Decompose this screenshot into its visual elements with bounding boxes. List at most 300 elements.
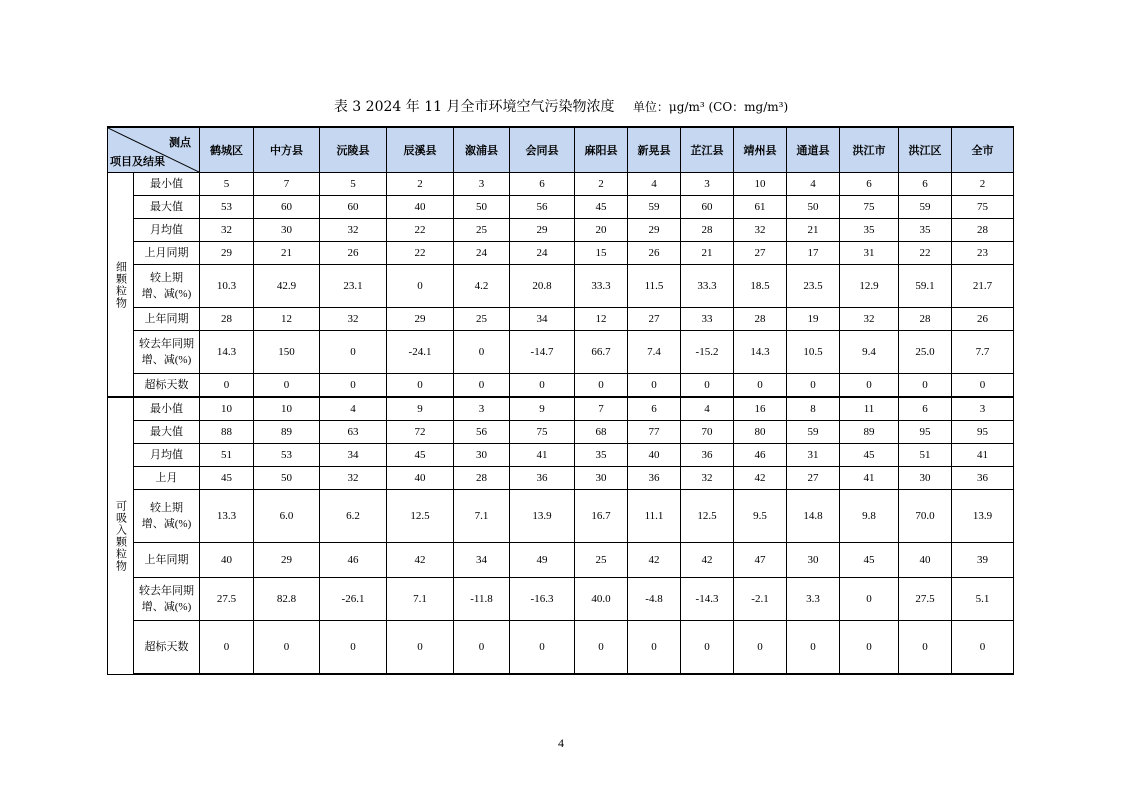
value-cell: 0	[387, 374, 454, 398]
value-cell: 27.5	[899, 578, 952, 621]
value-cell: 75	[840, 196, 899, 219]
value-cell: 41	[952, 444, 1014, 467]
value-cell: 42	[681, 543, 734, 578]
value-cell: 7.1	[454, 490, 510, 543]
value-cell: 0	[840, 578, 899, 621]
value-cell: 21.7	[952, 265, 1014, 308]
value-cell: 75	[510, 421, 575, 444]
value-cell: 28	[681, 219, 734, 242]
value-cell: 45	[840, 543, 899, 578]
value-cell: 7	[575, 397, 628, 421]
value-cell: 25	[575, 543, 628, 578]
station-header: 鹤城区	[200, 127, 254, 173]
value-cell: 0	[787, 621, 840, 675]
value-cell: 0	[320, 374, 387, 398]
table-row	[108, 490, 1014, 543]
table-corner-header	[108, 127, 200, 173]
value-cell: 21	[787, 219, 840, 242]
value-cell: 31	[840, 242, 899, 265]
value-cell: 40	[387, 467, 454, 490]
value-cell: 32	[320, 467, 387, 490]
value-cell: 23.1	[320, 265, 387, 308]
value-cell: 41	[840, 467, 899, 490]
value-cell: 46	[320, 543, 387, 578]
value-cell: 77	[628, 421, 681, 444]
item-label	[134, 543, 200, 578]
item-label-line: 最小值	[150, 178, 183, 190]
value-cell: 88	[200, 421, 254, 444]
table-row	[108, 173, 1014, 196]
value-cell: 32	[320, 308, 387, 331]
value-cell: 30	[254, 219, 320, 242]
value-cell: 12.9	[840, 265, 899, 308]
station-header: 新晃县	[628, 127, 681, 173]
value-cell: 31	[787, 444, 840, 467]
value-cell: -24.1	[387, 331, 454, 374]
value-cell: 47	[734, 543, 787, 578]
value-cell: 32	[734, 219, 787, 242]
value-cell: 59	[787, 421, 840, 444]
value-cell: -16.3	[510, 578, 575, 621]
value-cell: 60	[254, 196, 320, 219]
value-cell: 27	[628, 308, 681, 331]
page-number: 4	[558, 736, 564, 750]
value-cell: 35	[840, 219, 899, 242]
value-cell: 0	[254, 621, 320, 675]
value-cell: 3	[454, 173, 510, 196]
value-cell: 7.7	[952, 331, 1014, 374]
item-label-line: 较去年同期	[139, 338, 194, 350]
value-cell: 3	[454, 397, 510, 421]
value-cell: 51	[899, 444, 952, 467]
value-cell: 40	[387, 196, 454, 219]
value-cell: 50	[787, 196, 840, 219]
value-cell: 0	[387, 265, 454, 308]
value-cell: 27.5	[200, 578, 254, 621]
value-cell: 14.3	[200, 331, 254, 374]
value-cell: 34	[320, 444, 387, 467]
value-cell: 26	[628, 242, 681, 265]
value-cell: 0	[628, 374, 681, 398]
value-cell: 6	[840, 173, 899, 196]
table-row	[108, 196, 1014, 219]
item-label	[134, 421, 200, 444]
item-label-line: 较上期	[150, 272, 183, 284]
item-label-line: 增、减(%)	[141, 288, 192, 300]
value-cell: 12	[575, 308, 628, 331]
value-cell: 53	[254, 444, 320, 467]
value-cell: 0	[787, 374, 840, 398]
value-cell: 42	[628, 543, 681, 578]
item-label	[134, 242, 200, 265]
value-cell: 3	[681, 173, 734, 196]
value-cell: 12.5	[387, 490, 454, 543]
value-cell: 95	[899, 421, 952, 444]
value-cell: 6	[899, 397, 952, 421]
value-cell: 28	[734, 308, 787, 331]
value-cell: 6	[628, 397, 681, 421]
value-cell: 0	[510, 621, 575, 675]
value-cell: 16	[734, 397, 787, 421]
item-label-line: 上月	[155, 472, 178, 484]
value-cell: 14.8	[787, 490, 840, 543]
value-cell: 7.1	[387, 578, 454, 621]
value-cell: 0	[575, 374, 628, 398]
value-cell: 36	[510, 467, 575, 490]
value-cell: 72	[387, 421, 454, 444]
value-cell: 66.7	[575, 331, 628, 374]
value-cell: 8	[787, 397, 840, 421]
value-cell: 35	[575, 444, 628, 467]
value-cell: 0	[840, 621, 899, 675]
table-row	[108, 308, 1014, 331]
value-cell: 30	[899, 467, 952, 490]
value-cell: 70.0	[899, 490, 952, 543]
table-row	[108, 219, 1014, 242]
value-cell: 40	[899, 543, 952, 578]
value-cell: 45	[575, 196, 628, 219]
value-cell: 22	[387, 219, 454, 242]
value-cell: 22	[899, 242, 952, 265]
item-label-line: 最大值	[150, 426, 183, 438]
value-cell: 2	[952, 173, 1014, 196]
value-cell: 32	[320, 219, 387, 242]
value-cell: 15	[575, 242, 628, 265]
value-cell: 40	[200, 543, 254, 578]
value-cell: 7	[254, 173, 320, 196]
value-cell: 0	[320, 331, 387, 374]
value-cell: 68	[575, 421, 628, 444]
item-label	[134, 196, 200, 219]
value-cell: 5	[320, 173, 387, 196]
value-cell: 17	[787, 242, 840, 265]
value-cell: 26	[952, 308, 1014, 331]
table-row	[108, 621, 1014, 675]
value-cell: 0	[628, 621, 681, 675]
value-cell: 59.1	[899, 265, 952, 308]
value-cell: 0	[254, 374, 320, 398]
value-cell: 4.2	[454, 265, 510, 308]
station-header: 麻阳县	[575, 127, 628, 173]
value-cell: 36	[628, 467, 681, 490]
value-cell: 14.3	[734, 331, 787, 374]
value-cell: 42	[387, 543, 454, 578]
value-cell: 11.5	[628, 265, 681, 308]
item-label-line: 月均值	[150, 224, 183, 236]
value-cell: 35	[899, 219, 952, 242]
value-cell: 24	[510, 242, 575, 265]
value-cell: 0	[200, 621, 254, 675]
value-cell: 0	[952, 621, 1014, 675]
value-cell: 28	[200, 308, 254, 331]
value-cell: 16.7	[575, 490, 628, 543]
value-cell: 45	[840, 444, 899, 467]
value-cell: 41	[510, 444, 575, 467]
value-cell: 25	[454, 219, 510, 242]
value-cell: 0	[734, 621, 787, 675]
item-label-line: 较上期	[150, 502, 183, 514]
value-cell: 30	[575, 467, 628, 490]
value-cell: 29	[628, 219, 681, 242]
station-header: 洪江区	[899, 127, 952, 173]
value-cell: 80	[734, 421, 787, 444]
item-label-line: 增、减(%)	[141, 601, 192, 613]
value-cell: 0	[952, 374, 1014, 398]
value-cell: 50	[454, 196, 510, 219]
item-label	[134, 219, 200, 242]
item-label-line: 最大值	[150, 201, 183, 213]
value-cell: 26	[320, 242, 387, 265]
value-cell: 0	[454, 374, 510, 398]
table-row	[108, 467, 1014, 490]
value-cell: 23	[952, 242, 1014, 265]
value-cell: 89	[840, 421, 899, 444]
group-label: 细颗粒物	[108, 173, 134, 398]
value-cell: 45	[387, 444, 454, 467]
pollutant-table	[107, 126, 1014, 675]
item-label	[134, 397, 200, 421]
value-cell: 29	[254, 543, 320, 578]
value-cell: 25.0	[899, 331, 952, 374]
value-cell: 75	[952, 196, 1014, 219]
corner-label-station: 测点	[169, 137, 191, 149]
value-cell: 0	[320, 621, 387, 675]
corner-label-item: 项目及结果	[110, 156, 165, 168]
item-label-line: 增、减(%)	[141, 518, 192, 530]
value-cell: 20	[575, 219, 628, 242]
value-cell: 33.3	[575, 265, 628, 308]
value-cell: 18.5	[734, 265, 787, 308]
item-label	[134, 578, 200, 621]
value-cell: 10.3	[200, 265, 254, 308]
value-cell: 6	[510, 173, 575, 196]
table-title-main: 表 3 2024 年 11 月全市环境空气污染物浓度	[333, 99, 615, 115]
value-cell: 36	[952, 467, 1014, 490]
item-label	[134, 308, 200, 331]
item-label	[134, 467, 200, 490]
item-label-line: 上年同期	[144, 313, 189, 325]
item-label-line: 超标天数	[144, 379, 189, 391]
value-cell: 61	[734, 196, 787, 219]
value-cell: 25	[454, 308, 510, 331]
item-label-line: 上年同期	[144, 554, 189, 566]
table-row	[108, 578, 1014, 621]
item-label	[134, 444, 200, 467]
value-cell: 10	[200, 397, 254, 421]
value-cell: 56	[454, 421, 510, 444]
value-cell: 0	[454, 331, 510, 374]
value-cell: 13.9	[510, 490, 575, 543]
value-cell: 33	[681, 308, 734, 331]
value-cell: 20.8	[510, 265, 575, 308]
value-cell: 30	[787, 543, 840, 578]
value-cell: 23.5	[787, 265, 840, 308]
station-header: 溆浦县	[454, 127, 510, 173]
value-cell: 49	[510, 543, 575, 578]
value-cell: 36	[681, 444, 734, 467]
value-cell: 0	[899, 621, 952, 675]
value-cell: 34	[454, 543, 510, 578]
table-row	[108, 543, 1014, 578]
item-label-line: 增、减(%)	[141, 354, 192, 366]
item-label-line: 月均值	[150, 449, 183, 461]
item-label	[134, 490, 200, 543]
value-cell: 7.4	[628, 331, 681, 374]
station-header: 辰溪县	[387, 127, 454, 173]
value-cell: 27	[734, 242, 787, 265]
value-cell: 82.8	[254, 578, 320, 621]
item-label-line: 较去年同期	[139, 585, 194, 597]
station-header: 会同县	[510, 127, 575, 173]
value-cell: 32	[200, 219, 254, 242]
value-cell: 9	[387, 397, 454, 421]
station-header: 洪江市	[840, 127, 899, 173]
value-cell: 12.5	[681, 490, 734, 543]
value-cell: 28	[952, 219, 1014, 242]
value-cell: 0	[575, 621, 628, 675]
value-cell: 50	[254, 467, 320, 490]
value-cell: 40	[628, 444, 681, 467]
value-cell: 51	[200, 444, 254, 467]
table-header-row	[108, 127, 1014, 173]
value-cell: 0	[899, 374, 952, 398]
value-cell: 9	[510, 397, 575, 421]
value-cell: 27	[787, 467, 840, 490]
value-cell: 5	[200, 173, 254, 196]
value-cell: 70	[681, 421, 734, 444]
value-cell: 46	[734, 444, 787, 467]
value-cell: -14.3	[681, 578, 734, 621]
value-cell: 45	[200, 467, 254, 490]
value-cell: 0	[840, 374, 899, 398]
value-cell: 11.1	[628, 490, 681, 543]
value-cell: 6	[899, 173, 952, 196]
table-unit: 单位：μg/m³ (CO：mg/m³)	[632, 100, 789, 114]
item-label-line: 最小值	[150, 403, 183, 415]
value-cell: 42.9	[254, 265, 320, 308]
value-cell: 10	[734, 173, 787, 196]
value-cell: 9.5	[734, 490, 787, 543]
value-cell: 0	[681, 621, 734, 675]
table-row	[108, 331, 1014, 374]
item-label-line: 上月同期	[144, 247, 189, 259]
table-title	[0, 96, 1122, 116]
value-cell: 22	[387, 242, 454, 265]
value-cell: 5.1	[952, 578, 1014, 621]
value-cell: -11.8	[454, 578, 510, 621]
value-cell: 34	[510, 308, 575, 331]
value-cell: 40.0	[575, 578, 628, 621]
value-cell: 6.2	[320, 490, 387, 543]
value-cell: 29	[510, 219, 575, 242]
item-label	[134, 265, 200, 308]
value-cell: -4.8	[628, 578, 681, 621]
value-cell: 60	[320, 196, 387, 219]
station-header: 全市	[952, 127, 1014, 173]
value-cell: 0	[454, 621, 510, 675]
value-cell: 53	[200, 196, 254, 219]
value-cell: 33.3	[681, 265, 734, 308]
value-cell: 0	[734, 374, 787, 398]
section-pm25	[108, 173, 1014, 398]
section-pm10	[108, 397, 1014, 674]
value-cell: 32	[840, 308, 899, 331]
table-row	[108, 444, 1014, 467]
value-cell: 21	[254, 242, 320, 265]
station-header: 中方县	[254, 127, 320, 173]
value-cell: 3	[952, 397, 1014, 421]
value-cell: 29	[200, 242, 254, 265]
value-cell: -2.1	[734, 578, 787, 621]
table-row	[108, 265, 1014, 308]
value-cell: 4	[787, 173, 840, 196]
value-cell: 60	[681, 196, 734, 219]
table-row	[108, 242, 1014, 265]
value-cell: 39	[952, 543, 1014, 578]
value-cell: 12	[254, 308, 320, 331]
value-cell: 9.4	[840, 331, 899, 374]
value-cell: 0	[387, 621, 454, 675]
value-cell: -14.7	[510, 331, 575, 374]
item-label	[134, 621, 200, 675]
value-cell: 6.0	[254, 490, 320, 543]
group-label: 可吸入颗粒物	[108, 397, 134, 674]
value-cell: 42	[734, 467, 787, 490]
value-cell: 4	[628, 173, 681, 196]
value-cell: 0	[510, 374, 575, 398]
station-header: 沅陵县	[320, 127, 387, 173]
value-cell: 10	[254, 397, 320, 421]
value-cell: 10.5	[787, 331, 840, 374]
value-cell: 3.3	[787, 578, 840, 621]
value-cell: 59	[628, 196, 681, 219]
value-cell: 13.3	[200, 490, 254, 543]
value-cell: 21	[681, 242, 734, 265]
value-cell: 13.9	[952, 490, 1014, 543]
table-row	[108, 397, 1014, 421]
item-label	[134, 374, 200, 398]
table-row	[108, 374, 1014, 398]
value-cell: 28	[454, 467, 510, 490]
value-cell: 28	[899, 308, 952, 331]
station-header: 靖州县	[734, 127, 787, 173]
value-cell: 0	[681, 374, 734, 398]
value-cell: 11	[840, 397, 899, 421]
value-cell: 19	[787, 308, 840, 331]
value-cell: 29	[387, 308, 454, 331]
item-label	[134, 331, 200, 374]
value-cell: 59	[899, 196, 952, 219]
table-row	[108, 421, 1014, 444]
value-cell: 9.8	[840, 490, 899, 543]
value-cell: 0	[200, 374, 254, 398]
value-cell: 150	[254, 331, 320, 374]
value-cell: 95	[952, 421, 1014, 444]
value-cell: 32	[681, 467, 734, 490]
value-cell: 4	[320, 397, 387, 421]
value-cell: 24	[454, 242, 510, 265]
value-cell: 56	[510, 196, 575, 219]
item-label	[134, 173, 200, 196]
value-cell: 4	[681, 397, 734, 421]
value-cell: 2	[575, 173, 628, 196]
station-header: 通道县	[787, 127, 840, 173]
station-header: 芷江县	[681, 127, 734, 173]
value-cell: 89	[254, 421, 320, 444]
value-cell: 63	[320, 421, 387, 444]
value-cell: -15.2	[681, 331, 734, 374]
value-cell: 30	[454, 444, 510, 467]
